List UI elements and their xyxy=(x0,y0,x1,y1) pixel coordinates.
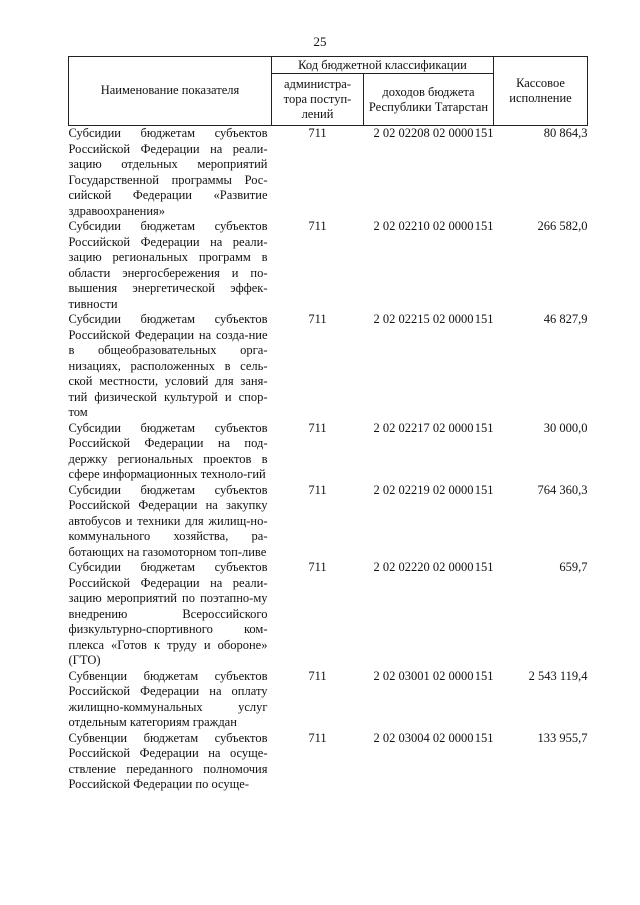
row-admin-code: 711 xyxy=(308,482,327,497)
row-admin-code: 711 xyxy=(308,312,327,326)
row-amount: 2 543 119,4 xyxy=(528,668,588,683)
header-admin: администра-тора поступ-лений xyxy=(272,74,364,126)
row-income-code-cell xyxy=(364,731,494,793)
header-name: Наименование показателя xyxy=(69,57,272,126)
table-row xyxy=(69,219,588,312)
row-amount: 133 955,7 xyxy=(537,730,588,745)
row-income-code-cell xyxy=(364,669,494,731)
row-income-code: 2 02 02220 02 0000 xyxy=(373,560,474,574)
table-row xyxy=(69,669,588,731)
table-row xyxy=(69,312,588,421)
row-income-suffix: 151 xyxy=(474,482,494,497)
table-row xyxy=(69,731,588,793)
table-row xyxy=(69,483,588,561)
row-name: Субвенции бюджетам субъектов Российской Федерации на оплату жилищно-коммунальных услуг отдельным категориям граждан xyxy=(68,668,268,729)
row-income-code-cell xyxy=(364,219,494,312)
row-income-code-cell xyxy=(364,483,494,561)
row-income-code: 2 02 02215 02 0000 xyxy=(373,312,474,326)
row-income-code: 2 02 02210 02 0000 xyxy=(373,219,474,233)
row-income-suffix: 151 xyxy=(474,126,494,140)
row-amount: 659,7 xyxy=(559,560,588,574)
header-row-1 xyxy=(69,57,588,74)
row-amount: 80 864,3 xyxy=(543,126,588,140)
row-name: Субсидии бюджетам субъектов Российской Федерации на реали-зацию отдельных мероприятий Государственной программы Рос-сийской Федерации «Развитие здравоохранения» xyxy=(68,126,268,218)
row-amount: 764 360,3 xyxy=(537,482,588,497)
row-name: Субсидии бюджетам субъектов Российской Федерации на закупку автобусов и техники для жилищ-но-коммунального хозяйства, ра-ботающих на газомоторном топ-ливе xyxy=(68,482,268,559)
row-admin-code: 711 xyxy=(308,126,327,140)
table-row xyxy=(69,421,588,483)
row-income-suffix: 151 xyxy=(474,730,494,745)
row-admin-code: 711 xyxy=(308,668,327,683)
row-income-suffix: 151 xyxy=(474,420,494,435)
header-income: доходов бюджета Республики Татарстан xyxy=(364,74,494,126)
page-number: 25 xyxy=(313,34,327,49)
row-name: Субсидии бюджетам субъектов Российской Федерации на созда-ние в общеобразовательных орга-низациях, расположенных в сель-ской местности, условий для заня-тий физической культурой и спор-том xyxy=(68,312,268,419)
row-name: Субсидии бюджетам субъектов Российской Федерации на под-держку региональных проектов в сфере информационных техноло-гий xyxy=(68,420,268,481)
row-income-code-cell xyxy=(364,126,494,220)
row-admin-code: 711 xyxy=(308,420,327,435)
table-body xyxy=(69,126,588,793)
row-amount: 46 827,9 xyxy=(543,312,588,326)
row-admin-code: 711 xyxy=(308,219,327,233)
row-income-suffix: 151 xyxy=(474,668,494,683)
row-admin-code: 711 xyxy=(308,560,327,574)
row-income-code: 2 02 03004 02 0000 xyxy=(373,730,474,745)
row-name: Субсидии бюджетам субъектов Российской Федерации на реали-зацию мероприятий по поэтапно-му внедрению Всероссийского физкультурно-спортивного ком-плекса «Готов к труду и обороне» (ГТО) xyxy=(68,560,268,667)
row-admin-code: 711 xyxy=(308,730,327,745)
header-classification-group: Код бюджетной классификации xyxy=(272,57,494,74)
row-income-suffix: 151 xyxy=(474,560,494,574)
row-income-code: 2 02 03001 02 0000 xyxy=(373,668,474,683)
table-row xyxy=(69,126,588,220)
budget-table xyxy=(68,56,588,793)
row-income-code-cell xyxy=(364,312,494,421)
row-amount: 266 582,0 xyxy=(537,219,588,233)
row-income-code-cell xyxy=(364,421,494,483)
row-income-suffix: 151 xyxy=(474,312,494,326)
header-amount: Кассовое исполнение xyxy=(494,57,588,126)
table-row xyxy=(69,560,588,669)
row-name: Субсидии бюджетам субъектов Российской Федерации на реали-зацию региональных программ в области энергосбережения и по-вышения энергетической эффек-тивности xyxy=(68,219,268,311)
row-income-code: 2 02 02208 02 0000 xyxy=(373,126,474,140)
row-income-suffix: 151 xyxy=(474,219,494,233)
row-amount: 30 000,0 xyxy=(543,420,588,435)
row-name: Субвенции бюджетам субъектов Российской Федерации на осуще-ствление переданного полномочия Российской Федерации по осуще- xyxy=(68,730,268,791)
row-income-code-cell xyxy=(364,560,494,669)
row-income-code: 2 02 02217 02 0000 xyxy=(373,420,474,435)
row-income-code: 2 02 02219 02 0000 xyxy=(373,482,474,497)
